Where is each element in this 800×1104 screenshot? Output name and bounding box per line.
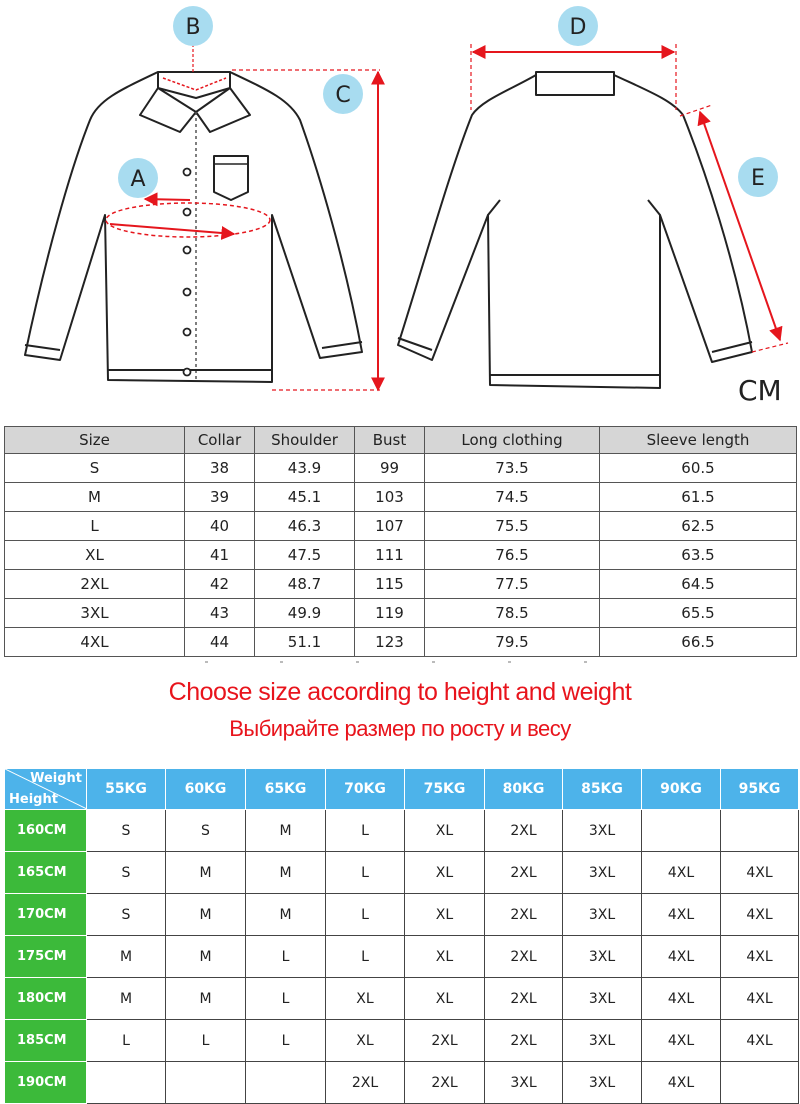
size-cell bbox=[721, 1062, 799, 1104]
collar-cell: 42 bbox=[185, 570, 255, 599]
long-clothing-cell: 73.5 bbox=[425, 454, 600, 483]
height-weight-size-grid bbox=[4, 768, 799, 1104]
size-cell: 2XL bbox=[485, 1020, 563, 1062]
long-clothing-cell: 77.5 bbox=[425, 570, 600, 599]
size-cell: L bbox=[326, 894, 405, 936]
bust-cell: 99 bbox=[355, 454, 425, 483]
size-cell: 2XL bbox=[485, 894, 563, 936]
size-cell: 3XL bbox=[563, 852, 642, 894]
long-clothing-cell: 75.5 bbox=[425, 512, 600, 541]
size-cell: 4XL bbox=[721, 894, 799, 936]
size-cell: M bbox=[166, 894, 246, 936]
size-cell: 3XL bbox=[563, 810, 642, 852]
height-header: 180CM bbox=[5, 978, 87, 1020]
height-header: 175CM bbox=[5, 936, 87, 978]
size-cell: S bbox=[87, 852, 166, 894]
sleeve-length-cell: 65.5 bbox=[600, 599, 797, 628]
table-row bbox=[5, 628, 797, 657]
size-cell: 2XL bbox=[485, 978, 563, 1020]
size-cell: 2XL bbox=[5, 570, 185, 599]
height-header: 190CM bbox=[5, 1062, 87, 1104]
size-cell: L bbox=[326, 936, 405, 978]
size-cell: S bbox=[87, 894, 166, 936]
size-cell: L bbox=[87, 1020, 166, 1062]
size-cell: XL bbox=[326, 978, 405, 1020]
size-cell: 3XL bbox=[5, 599, 185, 628]
marker-e: E bbox=[751, 166, 765, 191]
collar-cell: 41 bbox=[185, 541, 255, 570]
shoulder-cell: 49.9 bbox=[255, 599, 355, 628]
size-cell: S bbox=[5, 454, 185, 483]
table-row bbox=[5, 599, 797, 628]
marker-b: B bbox=[185, 15, 201, 40]
collar-cell: 44 bbox=[185, 628, 255, 657]
collar-cell: 40 bbox=[185, 512, 255, 541]
size-cell: M bbox=[246, 810, 326, 852]
header-long-clothing: Long clothing bbox=[425, 427, 600, 454]
bust-cell: 103 bbox=[355, 483, 425, 512]
size-cell: 2XL bbox=[405, 1062, 485, 1104]
shirt-back-drawing bbox=[398, 72, 752, 388]
size-cell: 2XL bbox=[326, 1062, 405, 1104]
table-row bbox=[5, 894, 799, 936]
size-cell: XL bbox=[326, 1020, 405, 1062]
size-cell: 4XL bbox=[721, 978, 799, 1020]
headline-russian: Выбирайте размер по росту и весу bbox=[229, 716, 571, 741]
size-cell: 2XL bbox=[485, 810, 563, 852]
long-clothing-cell: 78.5 bbox=[425, 599, 600, 628]
table-row bbox=[5, 541, 797, 570]
weight-header: 85KG bbox=[563, 769, 642, 810]
size-cell: 4XL bbox=[721, 1020, 799, 1062]
table-row bbox=[5, 483, 797, 512]
weight-header: 80KG bbox=[485, 769, 563, 810]
size-cell: M bbox=[87, 978, 166, 1020]
table-row bbox=[5, 1020, 799, 1062]
size-cell: 4XL bbox=[642, 1020, 721, 1062]
long-clothing-cell: 79.5 bbox=[425, 628, 600, 657]
size-cell bbox=[246, 1062, 326, 1104]
size-cell: XL bbox=[5, 541, 185, 570]
headline-english: Choose size according to height and weight bbox=[168, 678, 632, 706]
table-row bbox=[5, 936, 799, 978]
size-cell: XL bbox=[405, 978, 485, 1020]
size-cell bbox=[642, 810, 721, 852]
collar-cell: 39 bbox=[185, 483, 255, 512]
unit-label: CM bbox=[738, 374, 782, 407]
table-row bbox=[5, 570, 797, 599]
size-measurement-table bbox=[4, 426, 797, 657]
table-row bbox=[5, 978, 799, 1020]
size-cell: 2XL bbox=[405, 1020, 485, 1062]
size-cell: 4XL bbox=[642, 894, 721, 936]
header-size: Size bbox=[5, 427, 185, 454]
weight-header: 65KG bbox=[246, 769, 326, 810]
sleeve-length-cell: 60.5 bbox=[600, 454, 797, 483]
size-cell: L bbox=[246, 936, 326, 978]
weight-header-row bbox=[5, 769, 799, 810]
size-cell: M bbox=[246, 894, 326, 936]
size-cell: M bbox=[246, 852, 326, 894]
size-table-header-row bbox=[5, 427, 797, 454]
size-cell: 3XL bbox=[563, 1062, 642, 1104]
header-shoulder: Shoulder bbox=[255, 427, 355, 454]
size-cell bbox=[166, 1062, 246, 1104]
collar-cell: 38 bbox=[185, 454, 255, 483]
long-clothing-cell: 76.5 bbox=[425, 541, 600, 570]
weight-header: 95KG bbox=[721, 769, 799, 810]
size-cell: 4XL bbox=[721, 936, 799, 978]
shoulder-cell: 51.1 bbox=[255, 628, 355, 657]
size-cell: M bbox=[166, 852, 246, 894]
size-cell: L bbox=[326, 852, 405, 894]
shirt-measurement-illustration bbox=[0, 0, 800, 410]
size-cell: 3XL bbox=[563, 1020, 642, 1062]
size-cell: XL bbox=[405, 852, 485, 894]
size-cell: 3XL bbox=[563, 894, 642, 936]
weight-header: 55KG bbox=[87, 769, 166, 810]
shoulder-cell: 45.1 bbox=[255, 483, 355, 512]
size-cell: 4XL bbox=[721, 852, 799, 894]
table-row bbox=[5, 454, 797, 483]
size-cell: L bbox=[166, 1020, 246, 1062]
sleeve-length-cell: 63.5 bbox=[600, 541, 797, 570]
size-cell: 4XL bbox=[642, 936, 721, 978]
long-clothing-cell: 74.5 bbox=[425, 483, 600, 512]
size-cell: 4XL bbox=[642, 1062, 721, 1104]
header-collar: Collar bbox=[185, 427, 255, 454]
size-cell: 3XL bbox=[563, 978, 642, 1020]
size-cell: 3XL bbox=[485, 1062, 563, 1104]
weight-header: 70KG bbox=[326, 769, 405, 810]
height-header: 165CM bbox=[5, 852, 87, 894]
marker-d: D bbox=[569, 15, 587, 40]
shoulder-cell: 48.7 bbox=[255, 570, 355, 599]
size-cell: 2XL bbox=[485, 936, 563, 978]
table-row bbox=[5, 512, 797, 541]
divider-dots bbox=[0, 660, 800, 664]
corner-height-label: Height bbox=[9, 792, 58, 807]
size-cell bbox=[721, 810, 799, 852]
marker-c: C bbox=[335, 83, 351, 108]
shoulder-cell: 43.9 bbox=[255, 454, 355, 483]
header-bust: Bust bbox=[355, 427, 425, 454]
shirt-front-drawing bbox=[25, 72, 362, 382]
corner-cell bbox=[5, 769, 87, 810]
size-cell: M bbox=[166, 978, 246, 1020]
sleeve-length-cell: 62.5 bbox=[600, 512, 797, 541]
sleeve-length-cell: 61.5 bbox=[600, 483, 797, 512]
weight-header: 75KG bbox=[405, 769, 485, 810]
marker-a: A bbox=[130, 167, 146, 192]
size-cell: 4XL bbox=[642, 852, 721, 894]
size-cell: M bbox=[5, 483, 185, 512]
bust-cell: 119 bbox=[355, 599, 425, 628]
size-cell: S bbox=[166, 810, 246, 852]
bust-cell: 107 bbox=[355, 512, 425, 541]
size-cell: 4XL bbox=[642, 978, 721, 1020]
size-cell: M bbox=[87, 936, 166, 978]
sleeve-length-cell: 66.5 bbox=[600, 628, 797, 657]
size-cell: M bbox=[166, 936, 246, 978]
height-header: 160CM bbox=[5, 810, 87, 852]
sleeve-length-cell: 64.5 bbox=[600, 570, 797, 599]
weight-header: 90KG bbox=[642, 769, 721, 810]
bust-cell: 115 bbox=[355, 570, 425, 599]
collar-cell: 43 bbox=[185, 599, 255, 628]
table-row bbox=[5, 810, 799, 852]
size-cell: 3XL bbox=[563, 936, 642, 978]
size-cell: XL bbox=[405, 810, 485, 852]
size-cell: XL bbox=[405, 936, 485, 978]
size-cell bbox=[87, 1062, 166, 1104]
size-cell: 2XL bbox=[485, 852, 563, 894]
size-cell: L bbox=[246, 1020, 326, 1062]
height-header: 170CM bbox=[5, 894, 87, 936]
size-cell: XL bbox=[405, 894, 485, 936]
size-cell: S bbox=[87, 810, 166, 852]
table-row bbox=[5, 852, 799, 894]
corner-weight-label: Weight bbox=[30, 771, 82, 786]
size-cell: 4XL bbox=[5, 628, 185, 657]
bust-cell: 123 bbox=[355, 628, 425, 657]
shoulder-cell: 46.3 bbox=[255, 512, 355, 541]
size-cell: L bbox=[5, 512, 185, 541]
height-header: 185CM bbox=[5, 1020, 87, 1062]
size-cell: L bbox=[326, 810, 405, 852]
header-sleeve-length: Sleeve length bbox=[600, 427, 797, 454]
weight-header: 60KG bbox=[166, 769, 246, 810]
bust-cell: 111 bbox=[355, 541, 425, 570]
table-row bbox=[5, 1062, 799, 1104]
size-cell: L bbox=[246, 978, 326, 1020]
shoulder-cell: 47.5 bbox=[255, 541, 355, 570]
